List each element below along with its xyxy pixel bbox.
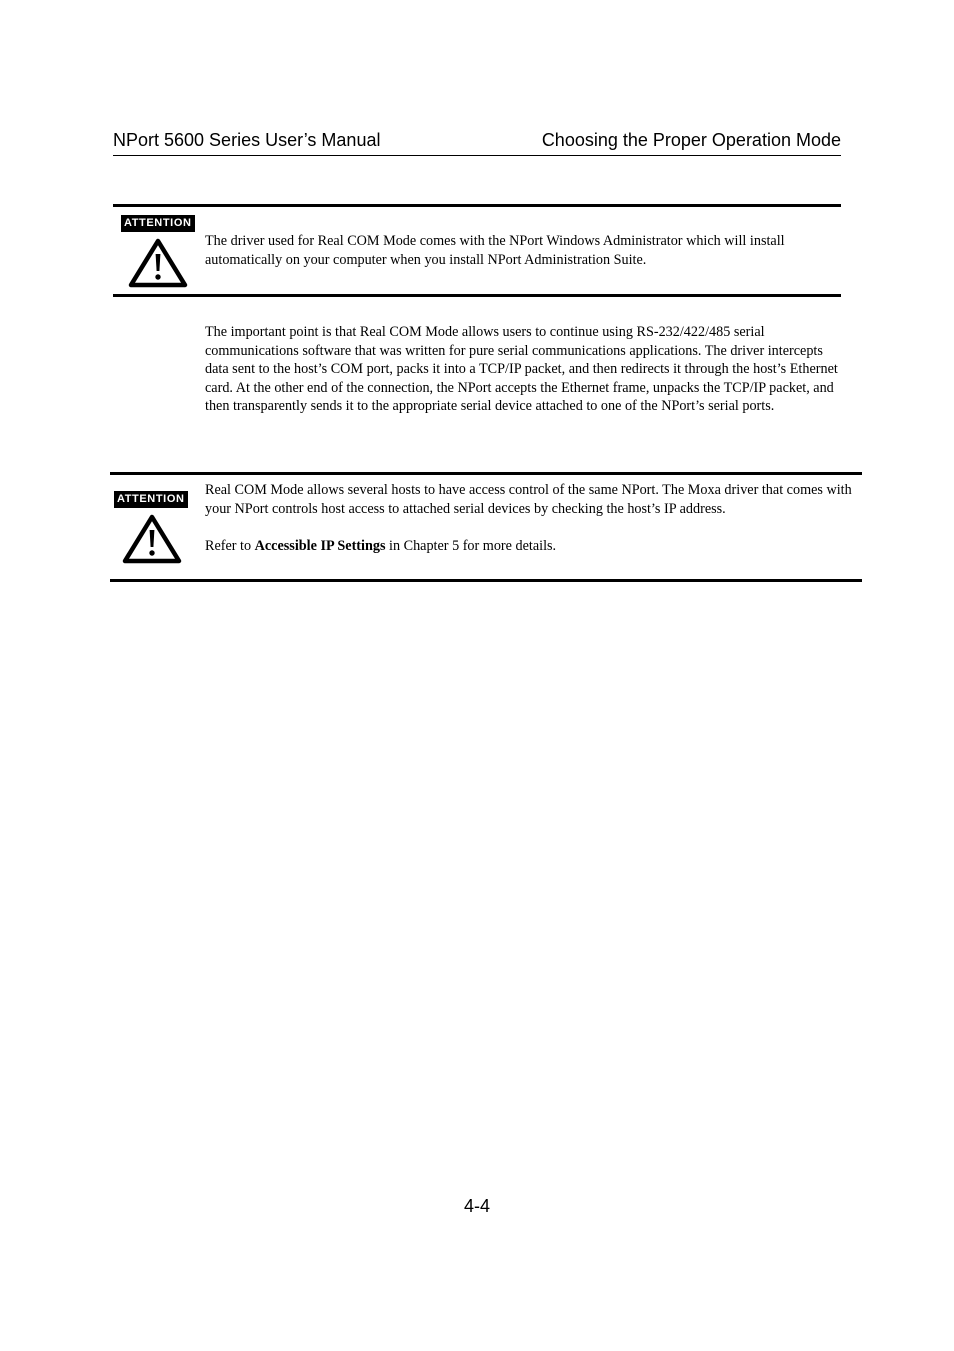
- attention-text: [205, 232, 845, 269]
- attention-badge: ATTENTION: [121, 215, 195, 232]
- manual-title: NPort 5600 Series User’s Manual: [113, 130, 381, 150]
- attention-box-driver: [113, 204, 841, 297]
- attention-badge: ATTENTION: [114, 491, 188, 508]
- accessible-ip-settings-reference: Accessible IP Settings: [254, 537, 386, 554]
- refer-suffix: in Chapter 5 for more details.: [385, 537, 557, 554]
- page-header: [113, 130, 841, 156]
- attention-paragraph: The driver used for Real COM Mode comes with the NPort Windows Administrator which will install automatically on your computer when you install NPort Administration Suite.: [205, 233, 785, 268]
- warning-triangle-icon: [127, 237, 189, 289]
- refer-prefix: Refer to: [205, 537, 255, 554]
- attention-box-access-control: [110, 472, 862, 582]
- refer-paragraph: [205, 537, 862, 556]
- warning-triangle-icon: [121, 513, 183, 565]
- body-paragraph: The important point is that Real COM Mode allows users to continue using RS-232/422/485 serial communications software that was written for pure serial communications applications. The driver intercepts data sent to the host’s COM port, packs it into a TCP/IP packet, and then redirects it through the host’s Ethernet card. At the other end of the connection, the NPort accepts the Ethernet frame, unpacks the TCP/IP packet, and then transparently sends it to the appropriate serial device attached to one of the NPort’s serial ports.: [205, 324, 838, 414]
- attention-text: [205, 481, 862, 555]
- page-number: 4-4: [463, 1196, 490, 1216]
- chapter-title: Choosing the Proper Operation Mode: [541, 130, 841, 150]
- attention-paragraph: Real COM Mode allows several hosts to have access control of the same NPort. The Moxa driver that comes with your NPort controls host access to attached serial devices by checking the host’s IP address.: [205, 482, 852, 517]
